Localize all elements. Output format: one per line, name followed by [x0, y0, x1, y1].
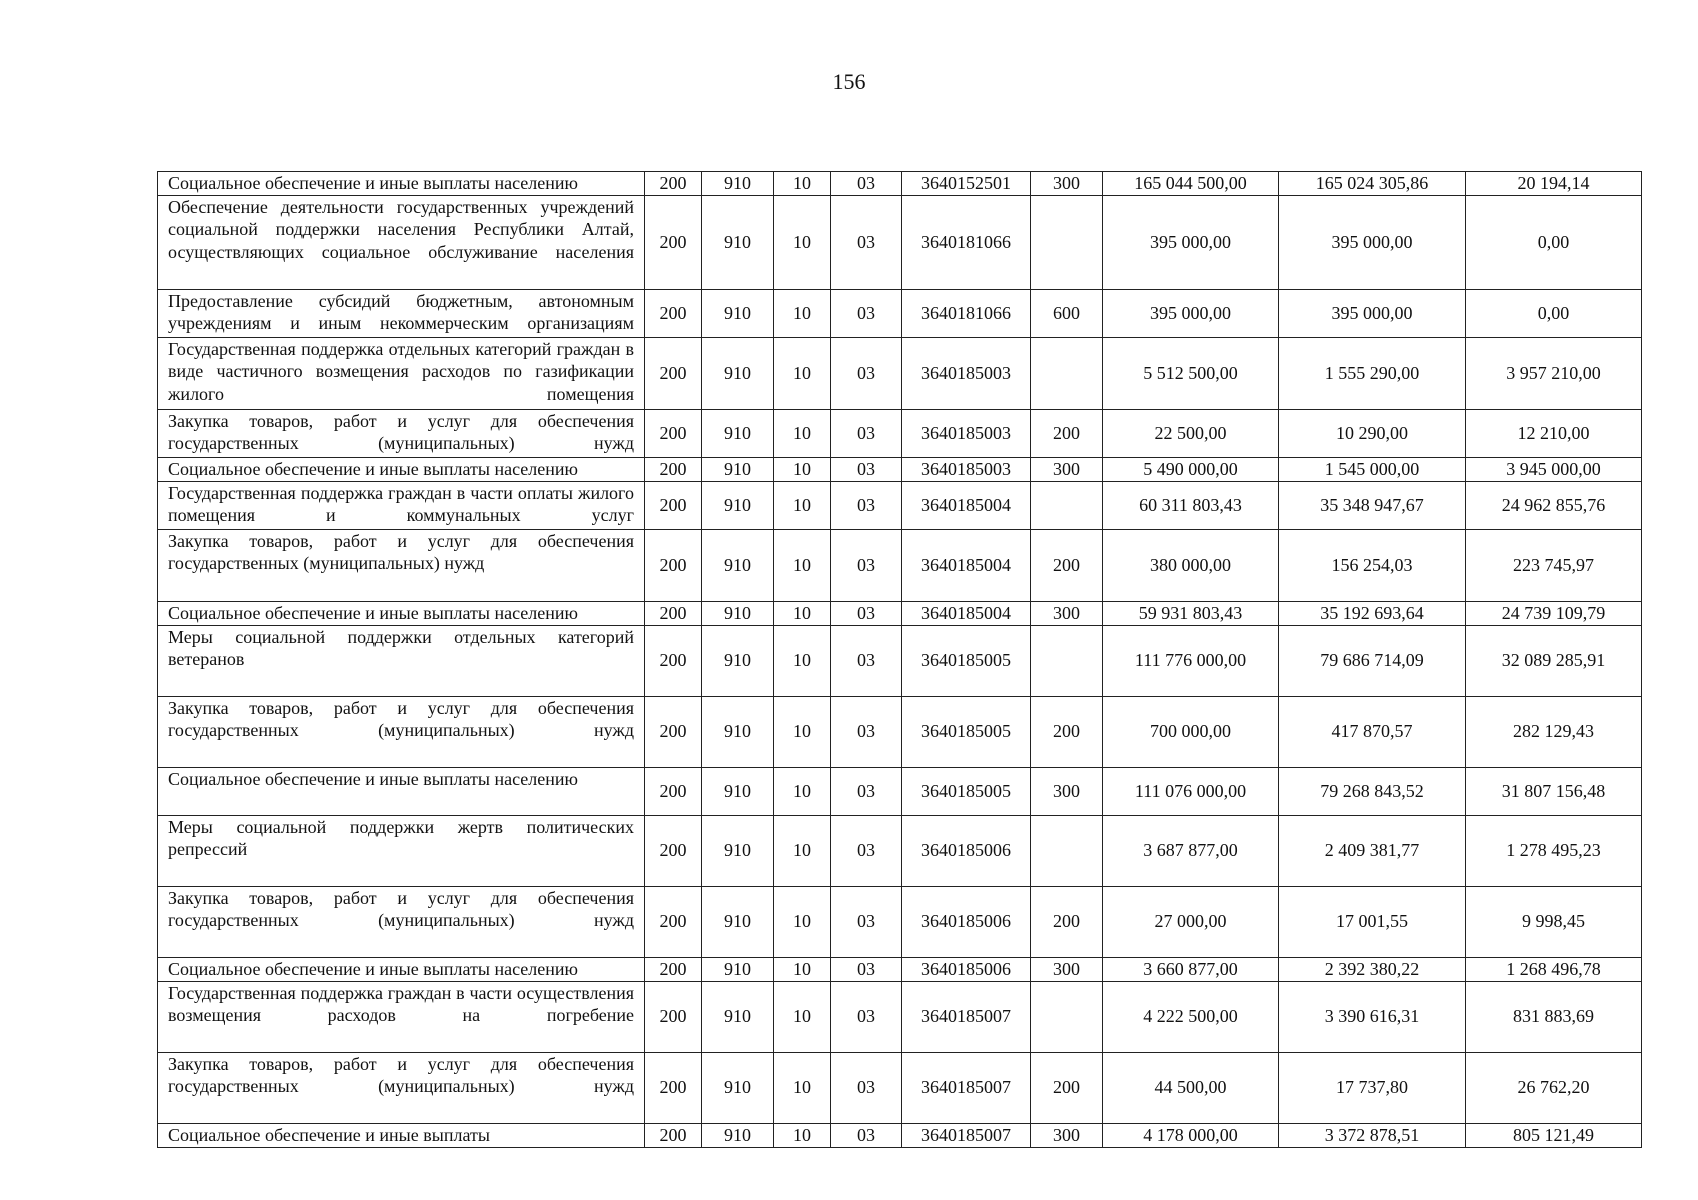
plan-amount-cell: 3 687 877,00: [1103, 815, 1279, 886]
code-d-cell: 03: [831, 625, 902, 696]
expense-type-cell: 300: [1031, 767, 1103, 815]
plan-amount-cell: 3 660 877,00: [1103, 957, 1279, 981]
budget-table: [157, 171, 1642, 1148]
fact-amount-cell: 417 870,57: [1279, 696, 1466, 767]
remainder-amount-cell: 831 883,69: [1466, 981, 1642, 1052]
table-row: [158, 601, 1642, 625]
code-d-cell: 03: [831, 981, 902, 1052]
expense-name-cell: Меры социальной поддержки жертв политических репрессий: [158, 815, 645, 886]
fact-amount-cell: 1 555 290,00: [1279, 337, 1466, 409]
remainder-amount-cell: 24 962 855,76: [1466, 481, 1642, 529]
plan-amount-cell: 22 500,00: [1103, 409, 1279, 457]
remainder-amount-cell: 32 089 285,91: [1466, 625, 1642, 696]
code-b-cell: 910: [702, 981, 774, 1052]
plan-amount-cell: 380 000,00: [1103, 529, 1279, 601]
code-b-cell: 910: [702, 529, 774, 601]
code-b-cell: 910: [702, 601, 774, 625]
code-b-cell: 910: [702, 625, 774, 696]
plan-amount-cell: 700 000,00: [1103, 696, 1279, 767]
plan-amount-cell: 60 311 803,43: [1103, 481, 1279, 529]
code-d-cell: 03: [831, 696, 902, 767]
code-c-cell: 10: [774, 1123, 831, 1147]
target-code-cell: 3640185007: [902, 1052, 1031, 1123]
code-d-cell: 03: [831, 409, 902, 457]
code-d-cell: 03: [831, 767, 902, 815]
remainder-amount-cell: 24 739 109,79: [1466, 601, 1642, 625]
plan-amount-cell: 395 000,00: [1103, 289, 1279, 337]
target-code-cell: 3640185007: [902, 981, 1031, 1052]
fact-amount-cell: 165 024 305,86: [1279, 172, 1466, 196]
code-c-cell: 10: [774, 767, 831, 815]
remainder-amount-cell: 223 745,97: [1466, 529, 1642, 601]
expense-name-cell: Закупка товаров, работ и услуг для обеспечения государственных (муниципальных) нужд: [158, 529, 645, 601]
plan-amount-cell: 5 490 000,00: [1103, 457, 1279, 481]
expense-type-cell: 300: [1031, 457, 1103, 481]
code-d-cell: 03: [831, 1052, 902, 1123]
code-c-cell: 10: [774, 289, 831, 337]
code-d-cell: 03: [831, 195, 902, 289]
expense-type-cell: 300: [1031, 957, 1103, 981]
code-d-cell: 03: [831, 529, 902, 601]
remainder-amount-cell: 1 268 496,78: [1466, 957, 1642, 981]
expense-name-cell: Социальное обеспечение и иные выплаты населению: [158, 767, 645, 815]
code-d-cell: 03: [831, 886, 902, 957]
expense-type-cell: [1031, 625, 1103, 696]
fact-amount-cell: 17 001,55: [1279, 886, 1466, 957]
expense-name-cell: Государственная поддержка граждан в части оплаты жилого помещения и коммунальных услуг: [158, 481, 645, 529]
code-b-cell: 910: [702, 696, 774, 767]
expense-name-cell: Государственная поддержка отдельных категорий граждан в виде частичного возмещения расходов по газификации жилого помещения: [158, 337, 645, 409]
expense-type-cell: [1031, 337, 1103, 409]
code-b-cell: 910: [702, 481, 774, 529]
expense-type-cell: 200: [1031, 529, 1103, 601]
target-code-cell: 3640185005: [902, 696, 1031, 767]
code-a-cell: 200: [645, 481, 702, 529]
fact-amount-cell: 35 348 947,67: [1279, 481, 1466, 529]
table-row: [158, 815, 1642, 886]
fact-amount-cell: 3 390 616,31: [1279, 981, 1466, 1052]
code-b-cell: 910: [702, 1123, 774, 1147]
fact-amount-cell: 395 000,00: [1279, 195, 1466, 289]
expense-type-cell: [1031, 815, 1103, 886]
table-row: [158, 337, 1642, 409]
fact-amount-cell: 2 409 381,77: [1279, 815, 1466, 886]
table-body: [158, 172, 1642, 1148]
code-c-cell: 10: [774, 172, 831, 196]
target-code-cell: 3640181066: [902, 195, 1031, 289]
code-a-cell: 200: [645, 957, 702, 981]
expense-name-cell: Закупка товаров, работ и услуг для обеспечения государственных (муниципальных) нужд: [158, 409, 645, 457]
expense-type-cell: 200: [1031, 886, 1103, 957]
code-d-cell: 03: [831, 1123, 902, 1147]
code-c-cell: 10: [774, 481, 831, 529]
target-code-cell: 3640152501: [902, 172, 1031, 196]
table-row: [158, 886, 1642, 957]
code-a-cell: 200: [645, 815, 702, 886]
expense-type-cell: [1031, 195, 1103, 289]
code-c-cell: 10: [774, 815, 831, 886]
code-c-cell: 10: [774, 601, 831, 625]
remainder-amount-cell: 31 807 156,48: [1466, 767, 1642, 815]
remainder-amount-cell: 3 945 000,00: [1466, 457, 1642, 481]
fact-amount-cell: 2 392 380,22: [1279, 957, 1466, 981]
table-row: [158, 981, 1642, 1052]
table-row: [158, 1123, 1642, 1147]
expense-type-cell: 200: [1031, 1052, 1103, 1123]
code-b-cell: 910: [702, 815, 774, 886]
expense-name-cell: Предоставление субсидий бюджетным, автономным учреждениям и иным некоммерческим организациям: [158, 289, 645, 337]
plan-amount-cell: 395 000,00: [1103, 195, 1279, 289]
code-b-cell: 910: [702, 289, 774, 337]
fact-amount-cell: 79 268 843,52: [1279, 767, 1466, 815]
expense-name-cell: Закупка товаров, работ и услуг для обеспечения государственных (муниципальных) нужд: [158, 696, 645, 767]
code-d-cell: 03: [831, 289, 902, 337]
expense-name-cell: Обеспечение деятельности государственных учреждений социальной поддержки населения Республики Алтай, осуществляющих социальное обслуживание населения: [158, 195, 645, 289]
expense-type-cell: [1031, 481, 1103, 529]
remainder-amount-cell: 3 957 210,00: [1466, 337, 1642, 409]
table-row: [158, 409, 1642, 457]
remainder-amount-cell: 1 278 495,23: [1466, 815, 1642, 886]
remainder-amount-cell: 12 210,00: [1466, 409, 1642, 457]
code-b-cell: 910: [702, 767, 774, 815]
code-c-cell: 10: [774, 409, 831, 457]
expense-name-cell: Социальное обеспечение и иные выплаты населению: [158, 957, 645, 981]
code-d-cell: 03: [831, 337, 902, 409]
target-code-cell: 3640185005: [902, 625, 1031, 696]
code-d-cell: 03: [831, 601, 902, 625]
table-row: [158, 481, 1642, 529]
code-c-cell: 10: [774, 1052, 831, 1123]
fact-amount-cell: 35 192 693,64: [1279, 601, 1466, 625]
expense-name-cell: Социальное обеспечение и иные выплаты: [158, 1123, 645, 1147]
code-b-cell: 910: [702, 1052, 774, 1123]
expense-name-cell: Социальное обеспечение и иные выплаты населению: [158, 601, 645, 625]
plan-amount-cell: 5 512 500,00: [1103, 337, 1279, 409]
expense-name-cell: Закупка товаров, работ и услуг для обеспечения государственных (муниципальных) нужд: [158, 1052, 645, 1123]
plan-amount-cell: 4 222 500,00: [1103, 981, 1279, 1052]
target-code-cell: 3640181066: [902, 289, 1031, 337]
table-row: [158, 767, 1642, 815]
code-a-cell: 200: [645, 767, 702, 815]
code-b-cell: 910: [702, 409, 774, 457]
code-b-cell: 910: [702, 886, 774, 957]
table-row: [158, 625, 1642, 696]
fact-amount-cell: 395 000,00: [1279, 289, 1466, 337]
code-c-cell: 10: [774, 981, 831, 1052]
code-a-cell: 200: [645, 625, 702, 696]
target-code-cell: 3640185004: [902, 601, 1031, 625]
code-b-cell: 910: [702, 172, 774, 196]
target-code-cell: 3640185003: [902, 409, 1031, 457]
plan-amount-cell: 165 044 500,00: [1103, 172, 1279, 196]
table-row: [158, 172, 1642, 196]
target-code-cell: 3640185003: [902, 337, 1031, 409]
code-a-cell: 200: [645, 337, 702, 409]
fact-amount-cell: 17 737,80: [1279, 1052, 1466, 1123]
target-code-cell: 3640185003: [902, 457, 1031, 481]
fact-amount-cell: 3 372 878,51: [1279, 1123, 1466, 1147]
target-code-cell: 3640185007: [902, 1123, 1031, 1147]
code-c-cell: 10: [774, 529, 831, 601]
remainder-amount-cell: 805 121,49: [1466, 1123, 1642, 1147]
plan-amount-cell: 44 500,00: [1103, 1052, 1279, 1123]
code-b-cell: 910: [702, 195, 774, 289]
remainder-amount-cell: 20 194,14: [1466, 172, 1642, 196]
remainder-amount-cell: 9 998,45: [1466, 886, 1642, 957]
plan-amount-cell: 4 178 000,00: [1103, 1123, 1279, 1147]
expense-type-cell: 600: [1031, 289, 1103, 337]
remainder-amount-cell: 282 129,43: [1466, 696, 1642, 767]
expense-type-cell: 300: [1031, 1123, 1103, 1147]
code-c-cell: 10: [774, 957, 831, 981]
code-d-cell: 03: [831, 172, 902, 196]
page-number: 156: [832, 69, 866, 94]
target-code-cell: 3640185006: [902, 815, 1031, 886]
expense-name-cell: Социальное обеспечение и иные выплаты населению: [158, 172, 645, 196]
code-a-cell: 200: [645, 195, 702, 289]
code-c-cell: 10: [774, 195, 831, 289]
table-row: [158, 289, 1642, 337]
code-a-cell: 200: [645, 696, 702, 767]
code-b-cell: 910: [702, 337, 774, 409]
fact-amount-cell: 156 254,03: [1279, 529, 1466, 601]
fact-amount-cell: 10 290,00: [1279, 409, 1466, 457]
code-d-cell: 03: [831, 481, 902, 529]
table-row: [158, 457, 1642, 481]
code-b-cell: 910: [702, 457, 774, 481]
expense-name-cell: Социальное обеспечение и иные выплаты населению: [158, 457, 645, 481]
code-a-cell: 200: [645, 1123, 702, 1147]
expense-type-cell: 200: [1031, 696, 1103, 767]
code-d-cell: 03: [831, 815, 902, 886]
code-a-cell: 200: [645, 529, 702, 601]
fact-amount-cell: 1 545 000,00: [1279, 457, 1466, 481]
code-a-cell: 200: [645, 601, 702, 625]
code-a-cell: 200: [645, 172, 702, 196]
expense-type-cell: 200: [1031, 409, 1103, 457]
remainder-amount-cell: 26 762,20: [1466, 1052, 1642, 1123]
table-row: [158, 195, 1642, 289]
code-c-cell: 10: [774, 696, 831, 767]
plan-amount-cell: 111 776 000,00: [1103, 625, 1279, 696]
code-c-cell: 10: [774, 457, 831, 481]
expense-name-cell: Меры социальной поддержки отдельных категорий ветеранов: [158, 625, 645, 696]
target-code-cell: 3640185004: [902, 481, 1031, 529]
code-a-cell: 200: [645, 1052, 702, 1123]
plan-amount-cell: 111 076 000,00: [1103, 767, 1279, 815]
plan-amount-cell: 59 931 803,43: [1103, 601, 1279, 625]
expense-name-cell: Закупка товаров, работ и услуг для обеспечения государственных (муниципальных) нужд: [158, 886, 645, 957]
remainder-amount-cell: 0,00: [1466, 195, 1642, 289]
table-row: [158, 529, 1642, 601]
code-a-cell: 200: [645, 409, 702, 457]
code-d-cell: 03: [831, 957, 902, 981]
code-a-cell: 200: [645, 981, 702, 1052]
expense-type-cell: 300: [1031, 172, 1103, 196]
plan-amount-cell: 27 000,00: [1103, 886, 1279, 957]
code-a-cell: 200: [645, 886, 702, 957]
code-c-cell: 10: [774, 886, 831, 957]
target-code-cell: 3640185006: [902, 957, 1031, 981]
expense-name-cell: Государственная поддержка граждан в части осуществления возмещения расходов на погребение: [158, 981, 645, 1052]
expense-type-cell: [1031, 981, 1103, 1052]
code-a-cell: 200: [645, 289, 702, 337]
fact-amount-cell: 79 686 714,09: [1279, 625, 1466, 696]
code-c-cell: 10: [774, 625, 831, 696]
table-row: [158, 957, 1642, 981]
code-d-cell: 03: [831, 457, 902, 481]
code-a-cell: 200: [645, 457, 702, 481]
target-code-cell: 3640185005: [902, 767, 1031, 815]
table-row: [158, 696, 1642, 767]
expense-type-cell: 300: [1031, 601, 1103, 625]
target-code-cell: 3640185004: [902, 529, 1031, 601]
code-b-cell: 910: [702, 957, 774, 981]
table-row: [158, 1052, 1642, 1123]
target-code-cell: 3640185006: [902, 886, 1031, 957]
remainder-amount-cell: 0,00: [1466, 289, 1642, 337]
code-c-cell: 10: [774, 337, 831, 409]
